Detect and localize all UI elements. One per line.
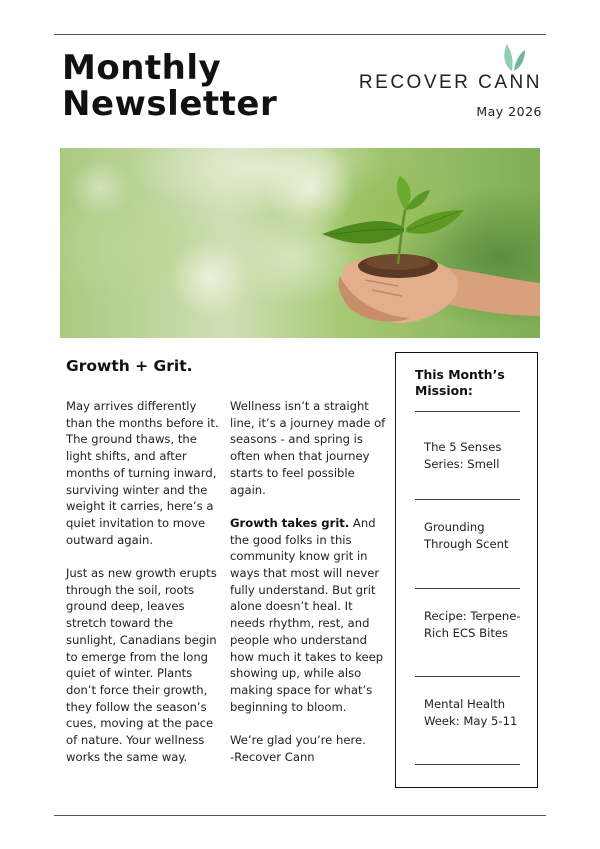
sidebar-item: Mental Health Week: May 5-11: [424, 697, 518, 728]
seedling-in-hands-photo: [60, 148, 540, 338]
article-left-column: [66, 398, 222, 782]
sidebar-item: Grounding Through Scent: [424, 520, 509, 551]
sidebar-divider: [415, 411, 520, 412]
issue-date: May 2026: [476, 104, 542, 119]
sidebar-divider: [415, 499, 520, 500]
sidebar-divider: [415, 588, 520, 589]
title-line-1: Monthly: [62, 48, 222, 88]
mission-sidebar: [395, 352, 538, 788]
bottom-divider: [54, 815, 546, 816]
bold-lead-in: Growth takes grit.: [230, 515, 350, 530]
sidebar-divider: [415, 764, 520, 765]
sidebar-title: This Month’s Mission:: [415, 367, 505, 398]
signature: -Recover Cann: [230, 749, 315, 764]
leaf-icon: [500, 42, 526, 72]
brand-name: RECOVER CANN: [358, 72, 542, 93]
article-heading: Growth + Grit.: [66, 357, 193, 375]
article-paragraph: Just as new growth erupts through the soil, roots ground deep, leaves stretch toward the sunlight, Canadians begin to emerge from the long quiet of winter. Plants don’t force their growth, they follow the season’s cues, moving at the pace of nature. Your wellness works the same way.: [66, 566, 217, 764]
sidebar-item: Recipe: Terpene-Rich ECS Bites: [424, 609, 521, 640]
paragraph-text: And the good folks in this community know grit in ways that most will never fully understand. But grit alone doesn’t heal. It needs rhythm, rest, and people who understand how much it takes to keep showing up, while also making space for what’s beginning to bloom.: [230, 515, 384, 714]
hero-image: [60, 148, 540, 338]
top-divider: [54, 34, 546, 35]
newsletter-title: [62, 50, 277, 122]
sidebar-item: The 5 Senses Series: Smell: [424, 440, 502, 471]
article-paragraph: Wellness isn’t a straight line, it’s a journey made of seasons - and spring is often when that journey starts to feel possible again.: [230, 399, 386, 497]
article-middle-column: [230, 398, 386, 782]
closing-line: We’re glad you’re here.: [230, 733, 366, 748]
article-paragraph: May arrives differently than the months before it. The ground thaws, the light shifts, and after months of turning inward, surviving winter and the weight it carries, here’s a quiet invitation to move outward again.: [66, 399, 219, 547]
article-paragraph: [230, 515, 386, 715]
title-line-2: Newsletter: [62, 84, 278, 124]
closing-signoff: [230, 732, 386, 765]
sidebar-divider: [415, 676, 520, 677]
